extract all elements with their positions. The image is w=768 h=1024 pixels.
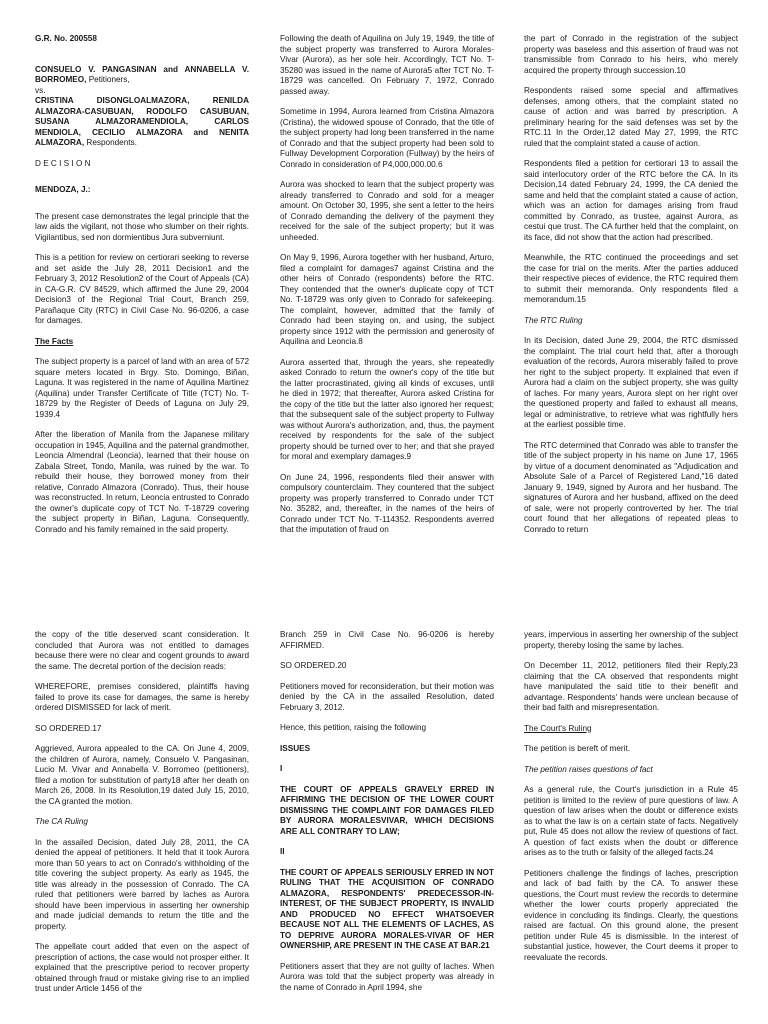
issues-heading: ISSUES <box>280 743 311 753</box>
courts-ruling-heading: The Court's Ruling <box>524 723 592 733</box>
issue-text: THE COURT OF APPEALS SERIOUSLY ERRED IN NOT RULING THAT THE ACQUISITION OF CONRADO ALMAZORA, RESPONDENTS' PREDECESSOR-IN-INTEREST, OF THE SUBJECT PROPERTY, IS INVALID AND PRODUCED NO EFFECT WHATSOEVER BECAUSE NOT ALL THE ELEMENTS OF LACHES, AS TO DEPRIVE AURORA MORALES-VIVAR OF HER OWNERSHIP, ARE PRESENT IN THE CASE AT BAR.21 <box>280 867 494 950</box>
page-two <box>0 622 768 1024</box>
column-right <box>524 34 738 545</box>
column-right <box>524 630 738 973</box>
paragraph: Hence, this petition, raising the following <box>280 723 427 732</box>
paragraph: Branch 259 in Civil Case No. 96-0206 is hereby AFFIRMED. <box>280 630 494 650</box>
paragraph: As a general rule, the Court's jurisdiction in a Rule 45 petition is limited to the review of pure questions of law. A question of law arises when the doubt or difference exists as to what the law is on a certain state of facts. Negatively put, Rule 45 does not allow the review of questions of fact. A question of fact exists when the doubt or difference arises as to the truth or falsity of the alleged facts.24 <box>524 785 738 857</box>
paragraph: On December 11, 2012, petitioners filed their Reply,23 claiming that the CA observed that respondents might have manipulated the said title to their benefit and advantage. Respondents' hands were unclean because of their bad faith and misrepresentation. <box>524 661 738 712</box>
paragraph: Petitioners challenge the findings of laches, prescription and lack of bad faith by the CA. To answer these questions, the Court must review the records to determine whether the lower courts properly appreciated the evidence in concluding its findings. Clearly, the questions raised are factual. On this ground alone, the present petition under Rule 45 is dismissible. In the interest of substantial justice, however, the Court deems it proper to reevaluate the records. <box>524 868 738 962</box>
paragraph: Aggrieved, Aurora appealed to the CA. On June 4, 2009, the children of Aurora, namely, Consuelo V. Pangasinan, Lucio M. Vivar and Annabella V. Borromeo (petitioners), filed a motion for substitution of party18 after her death on March 26, 2008. In its Resolution,19 dated July 15, 2010, the CA granted the motion. <box>35 744 249 806</box>
rtc-ruling-heading: The RTC Ruling <box>524 315 583 325</box>
petition-paragraph: This is a petition for review on certiorari seeking to reverse and set aside the July 28, 2011 Decision1 and the February 3, 2012 Resolution2 of the Court of Appeals (CA) in CA-G.R. CV 84529, which affirmed the June 29, 2004 Decision3 of the Regional Trial Court, Branch 259, Parañaque City (RTC) in Civil Case No. 96-0206, a case for damages. <box>35 253 249 325</box>
subheading: The petition raises questions of fact <box>524 764 653 774</box>
paragraph: The RTC determined that Conrado was able to transfer the title of the subject property in his name on June 17, 1965 by virtue of a document denominated as "Adjudication and Absolute Sale of a Parcel of Registered Land,"16 dated January 9, 1949, signed by Aurora and her husband. The signatures of Aurora and her husband, affixed on the deed of sale, were not properly controverted by her. The trial court found that her allegations of repeated pleas to Conrado to return <box>524 440 738 534</box>
decretal-portion: WHEREFORE, premises considered, plaintiffs having failed to prove its case for damages, the same is hereby ordered DISMISSED for lack of merit. <box>35 682 249 712</box>
issue-text: THE COURT OF APPEALS GRAVELY ERRED IN AFFIRMING THE DECISION OF THE LOWER COURT DISMISSING THE COMPLAINT FOR DAMAGES FILED BY AURORA MORALESVIVAR, WHICH DECISIONS ARE ALL CONTRARY TO LAW; <box>280 784 494 836</box>
decision-heading: D E C I S I O N <box>35 158 91 168</box>
column-left <box>35 630 249 1005</box>
paragraph: The appellate court added that even on the aspect of prescription of actions, the case would not prosper either. It explained that the prescriptive period to recover property obtained through fraud or mistake giving rise to an implied trust under Article 1456 of the <box>35 942 249 993</box>
facts-paragraph-1: The subject property is a parcel of land with an area of 572 square meters located in Brgy. Sto. Domingo, Biñan, Laguna. It was registered in the name of Aquilina Martinez (Aquilina) under Transfer Certificate of Title (TCT) No. T-18729 by the Register of Deeds of Laguna on July 29, 1939.4 <box>35 357 249 419</box>
petitioners-label: Petitioners, <box>88 75 130 84</box>
ca-ruling-heading: The CA Ruling <box>35 817 88 826</box>
case-number: G.R. No. 200558 <box>35 34 97 43</box>
paragraph: Respondents filed a petition for certiorari 13 to assail the said interlocutory order of the RTC before the CA. In its Decision,14 dated February 24, 1999, the CA denied the same and held that the complaint stated a cause of action, which was an action for damages arising from fraud committed by Conrado, as trustee, against Aurora, as cestui que trust. The CA further held that the complaint, on its face, did not show that the action had prescribed. <box>524 159 738 242</box>
respondents-names: CRISTINA DISONGLOALMAZORA, RENILDA ALMAZORA-CASUBUAN, RODOLFO CASUBUAN, SUSANA ALMAZORAMENDIOLA, CARLOS MENDIOLA, CECILIO ALMAZORA and NENITA ALMAZORA, <box>35 96 249 147</box>
versus: vs. <box>35 85 46 95</box>
so-ordered: SO ORDERED.17 <box>35 723 102 733</box>
facts-heading: The Facts <box>35 336 74 346</box>
intro-paragraph: The present case demonstrates the legal principle that the law aids the vigilant, not those who slumber on their rights. Vigilantibus, sed non dormientibus Jura subverniunt. <box>35 211 249 242</box>
paragraph: years, impervious in asserting her ownership of the subject property, thereby losing the same by laches. <box>524 630 738 650</box>
column-left <box>35 34 249 545</box>
column-middle <box>280 34 494 546</box>
paragraph: In the assailed Decision, dated July 28, 2011, the CA denied the appeal of petitioners. It held that it took Aurora more than 50 years to act on Conrado's withholding of the title covering the subject property. As early as 1945, the title was already in the possession of Conrado. The CA ruled that petitioners were barred by laches as Aurora should have been impervious in asserting her ownership and made judicial demands to return the title and the property. <box>35 837 249 931</box>
paragraph: On June 24, 1996, respondents filed their answer with compulsory counterclaim. They countered that the subject property was properly transferred to Conrado under TCT No. 35282, and, thereafter, in the names of the heirs of Conrado under TCT No. T-114352. Respondents averred that the imputation of fraud on <box>280 472 494 534</box>
so-ordered: SO ORDERED.20 <box>280 661 347 670</box>
issue-number: I <box>280 764 283 773</box>
facts-paragraph-2: After the liberation of Manila from the Japanese military occupation in 1945, Aquilina and the paternal grandmother, Leoncia Almendral (Leoncia), learned that their house on Zabala Street, Tondo, Manila, was ruined by the war. To rebuild their house, they borrowed money from their relative, Conrado Almazora (Conrado). Thus, their house was reconstructed. In return, Leoncia entrusted to Conrado the owner's duplicate copy of TCT No. T-18729 covering the subject property in Biñan, Laguna. Consequently, Conrado and his family remained in the said property. <box>35 430 249 534</box>
paragraph: Meanwhile, the RTC continued the proceedings and set the case for trial on the merits. After the parties adduced their respective pieces of evidence, the RTC required them to submit their memoranda. Only respondents filed a memorandum.15 <box>524 253 738 304</box>
paragraph: On May 9, 1996, Aurora together with her husband, Arturo, filed a complaint for damages7 against Cristina and the other heirs of Conrado (respondents) before the RTC. They contended that the owner's duplicate copy of TCT No. T-18729 was only given to Conrado for safekeeping. The complaint, however, admitted that the family of Conrado had been staying on, and using, the subject property since 1912 with the permission and generosity of Aquilina and Leoncia.8 <box>280 253 494 346</box>
paragraph: Respondents raised some special and affirmatives defenses, among others, that the complaint stated no cause of action and was barred by prescription. A preliminary hearing for the said defenses was set by the RTC.11 In the Order,12 dated May 27, 1999, the RTC ruled that the complaint stated a cause of action. <box>524 86 738 148</box>
paragraph: In its Decision, dated June 29, 2004, the RTC dismissed the complaint. The trial court held that, after a thorough evaluation of the records, Aurora miserably failed to prove her right to the subject property. It explained that even if Aurora had a claim on the subject property, she was guilty of laches. For many years, Aurora slept on her right over the questioned property and failed to exhaust all means, legal or administrative, to retrieve what was rightfully hers at the earliest possible time. <box>524 336 738 429</box>
paragraph: Aurora was shocked to learn that the subject property was already transferred to Conrado and sold for a meager amount. On October 30, 1995, she sent a letter to the heirs of Conrado demanding the delivery of the payment they received for the sale of the subject property; but it was unheeded. <box>280 180 494 242</box>
paragraph: Sometime in 1994, Aurora learned from Cristina Almazora (Cristina), the widowed spouse of Conrado, that the title of the subject property had long been transferred in the name of Conrado and that the subject property had been sold to Fullway Development Corporation (Fullway) by the heirs of Conrado in consideration of P4,000,000.00.6 <box>280 107 494 169</box>
paragraph: Aurora asserted that, through the years, she repeatedly asked Conrado to return the owner's copy of the title but the latter procrastinated, giving all kinds of excuses, until he died in 1972; that thereafter, Aurora asked Cristina for the copy of the title but the latter also ignored her request; that the subsequent sale of the subject property to Fullway was without Aurora's authorization, and, thus, the payment received by respondents for the sale of the subject property should be turned over to her; and that she prayed for moral and exemplary damages.9 <box>280 357 494 461</box>
respondents-label: Respondents. <box>86 138 137 147</box>
paragraph: the copy of the title deserved scant consideration. It concluded that Aurora was not entitled to damages because there were no clear and cogent grounds to award the same. The decretal portion of the decision reads: <box>35 630 249 671</box>
paragraph: Petitioners assert that they are not guilty of laches. When Aurora was told that the subject property was already in the name of Conrado in April 1994, she <box>280 961 494 992</box>
issue-number: II <box>280 847 285 856</box>
paragraph: The petition is bereft of merit. <box>524 744 631 753</box>
paragraph: the part of Conrado in the registration of the subject property was baseless and this assertion of fraud was not transmissible from Conrado to his heirs, who merely acquired the property through succession.10 <box>524 34 738 75</box>
paragraph: Following the death of Aquilina on July 19, 1949, the title of the subject property was transferred to Aurora Morales-Vivar (Aurora), as her sole heir. Accordingly, TCT No. T-35280 was issued in the name of Aurora5 after TCT No. T-18729 was cancelled. On February 7, 1972, Conrado passed away. <box>280 34 494 96</box>
petitioners-names: CONSUELO V. PANGASINAN and ANNABELLA V. BORROMEO, <box>35 64 249 84</box>
ponente: MENDOZA, J.: <box>35 185 91 194</box>
column-middle <box>280 630 494 1003</box>
paragraph: Petitioners moved for reconsideration, but their motion was denied by the CA in the assailed Resolution, dated February 3, 2012. <box>280 681 494 712</box>
